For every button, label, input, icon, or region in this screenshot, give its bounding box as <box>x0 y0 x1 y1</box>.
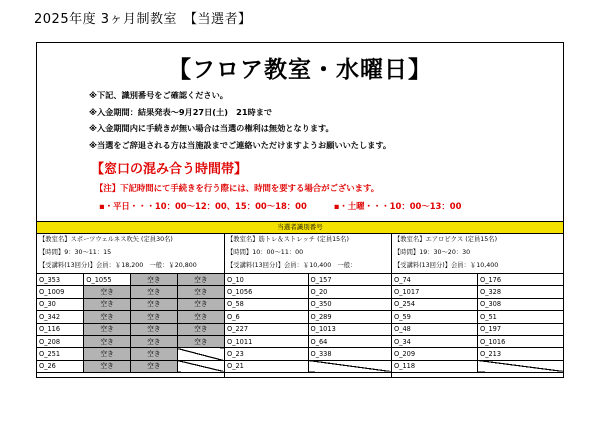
winner-id-cell: O_1016 <box>478 335 564 347</box>
winner-id-cell: O_30 <box>37 298 84 310</box>
table-row <box>37 286 224 298</box>
table-row <box>225 348 391 360</box>
vacant-cell: 空き <box>131 360 178 372</box>
table-row <box>225 286 391 298</box>
winner-id-cell: O_208 <box>37 335 84 347</box>
winner-id-cell: O_209 <box>392 348 478 360</box>
class-time: 【時間】10：00～11：00 <box>227 249 304 256</box>
winner-id-cell: O_254 <box>392 298 478 310</box>
empty-slashed-cell <box>478 360 564 372</box>
note-item: ※入金期間：結果発表～9月27日(土) 21時まで <box>89 106 273 117</box>
vacant-cell: 空き <box>131 298 178 310</box>
winner-id-cell: O_59 <box>392 311 478 323</box>
class-fee: 【受講料(13回分)】会員：￥10,400 <box>394 262 499 269</box>
winner-id-cell: O_116 <box>37 323 84 335</box>
winner-id-cell: O_23 <box>225 348 308 360</box>
vacant-cell: 空き <box>84 323 131 335</box>
winner-id-cell: O_118 <box>392 360 478 372</box>
winner-id-cell: O_20 <box>308 286 391 298</box>
note-item: ※入金期間内に手続きが無い場合は当選の権利は無効となります。 <box>89 123 334 133</box>
winner-id-cell: O_51 <box>478 311 564 323</box>
table-row <box>392 311 563 323</box>
vacant-cell: 空き <box>84 348 131 360</box>
class-name: 【教室名】筋トレ＆ストレッチ (定員15名) <box>227 236 349 243</box>
class-fee: 【受講料(13回分)】会員：￥18,200 一般：￥20,800 <box>39 262 197 269</box>
crowd-times <box>99 200 461 212</box>
table-row <box>225 335 391 347</box>
note-item: ※下記、識別番号をご確認ください。 <box>89 90 228 100</box>
winner-id-cell: O_1013 <box>308 323 391 335</box>
banner-title: 【フロア教室・水曜日】 <box>168 57 432 83</box>
winner-id-table <box>225 274 391 373</box>
vacant-cell: 空き <box>84 335 131 347</box>
empty-slashed-cell <box>177 348 224 360</box>
table-row <box>37 360 224 372</box>
class-name: 【教室名】エアロビクス (定員15名) <box>394 236 498 243</box>
vacant-cell: 空き <box>84 286 131 298</box>
winner-id-cell: O_1056 <box>225 286 308 298</box>
vacant-cell: 空き <box>177 335 224 347</box>
table-row <box>37 298 224 310</box>
winner-id-cell: O_353 <box>37 274 84 286</box>
winner-id-cell: O_1055 <box>84 274 131 286</box>
winner-id-cell: O_74 <box>392 274 478 286</box>
table-row <box>225 311 391 323</box>
vacant-cell: 空き <box>177 298 224 310</box>
empty-slashed-cell <box>177 360 224 372</box>
table-row <box>392 298 563 310</box>
winner-id-table <box>392 274 563 373</box>
winner-id-cell: O_157 <box>308 274 391 286</box>
table-row <box>37 311 224 323</box>
table-row <box>37 323 224 335</box>
winner-id-cell: O_58 <box>225 298 308 310</box>
winner-id-cell: O_6 <box>225 311 308 323</box>
class-time: 【時間】19：30～20：30 <box>394 249 471 256</box>
class-info <box>225 233 391 274</box>
vacant-cell: 空き <box>131 323 178 335</box>
saturday-times: ・土曜・・・10：00～13：00 <box>339 201 462 211</box>
winner-id-cell: O_1011 <box>225 335 308 347</box>
weekday-times: ・平日・・・10：00～12：00、15：00～18：00 <box>104 201 307 211</box>
notice-frame <box>36 42 564 378</box>
winner-id-cell: O_251 <box>37 348 84 360</box>
vacant-cell: 空き <box>84 298 131 310</box>
class-time: 【時間】9：30～11：15 <box>39 249 112 256</box>
vacant-cell: 空き <box>131 274 178 286</box>
class-column <box>37 233 225 377</box>
note-item: ※当選をご辞退される方は当施設までご連絡いただけますようお願いいたします。 <box>89 139 392 150</box>
winner-id-cell: O_338 <box>308 348 391 360</box>
class-column <box>392 233 563 377</box>
winner-id-cell: O_1017 <box>392 286 478 298</box>
class-column <box>225 233 392 377</box>
table-row <box>392 348 563 360</box>
table-row <box>37 335 224 347</box>
class-info <box>392 233 563 274</box>
table-row <box>392 274 563 286</box>
class-columns <box>37 233 563 377</box>
table-row <box>37 274 224 286</box>
bullet-icon: ▪ <box>333 201 340 211</box>
winner-id-cell: O_197 <box>478 323 564 335</box>
winner-id-cell: O_21 <box>225 360 308 372</box>
vacant-cell: 空き <box>131 335 178 347</box>
winner-id-cell: O_328 <box>478 286 564 298</box>
winner-id-cell: O_1009 <box>37 286 84 298</box>
winner-id-cell: O_34 <box>392 335 478 347</box>
notes-list <box>89 87 391 153</box>
table-row <box>225 274 391 286</box>
vacant-cell: 空き <box>177 311 224 323</box>
vacant-cell: 空き <box>84 360 131 372</box>
document-title: 2025年度 3ヶ月制教室 【当選者】 <box>34 12 252 27</box>
crowd-note: 【注】下記時間にて手続きを行う際には、時間を要する場合がございます。 <box>95 183 380 193</box>
winner-id-cell: O_48 <box>392 323 478 335</box>
table-row <box>392 335 563 347</box>
vacant-cell: 空き <box>177 274 224 286</box>
vacant-cell: 空き <box>177 323 224 335</box>
winner-id-cell: O_342 <box>37 311 84 323</box>
id-header-bar: 当選者識別番号 <box>37 221 563 234</box>
winner-id-cell: O_64 <box>308 335 391 347</box>
winner-id-cell: O_176 <box>478 274 564 286</box>
winner-id-cell: O_26 <box>37 360 84 372</box>
winner-id-cell: O_227 <box>225 323 308 335</box>
bullet-icon: ▪ <box>99 201 105 211</box>
winner-id-cell: O_10 <box>225 274 308 286</box>
crowd-heading: 【窓口の混み合う時間帯】 <box>91 162 248 177</box>
table-row <box>225 323 391 335</box>
vacant-cell: 空き <box>131 311 178 323</box>
table-row <box>37 348 224 360</box>
table-row <box>225 298 391 310</box>
vacant-cell: 空き <box>84 311 131 323</box>
winner-id-cell: O_308 <box>478 298 564 310</box>
winner-id-cell: O_350 <box>308 298 391 310</box>
winner-id-cell: O_213 <box>478 348 564 360</box>
table-row <box>392 286 563 298</box>
table-row <box>392 360 563 372</box>
class-fee: 【受講料(13回分)】会員：￥10,400 一般： <box>227 262 357 269</box>
class-info <box>37 233 224 274</box>
vacant-cell: 空き <box>131 286 178 298</box>
vacant-cell: 空き <box>177 286 224 298</box>
table-row <box>392 323 563 335</box>
winner-id-cell: O_289 <box>308 311 391 323</box>
empty-slashed-cell <box>308 360 391 372</box>
table-row <box>225 360 391 372</box>
winner-id-table <box>37 274 224 373</box>
vacant-cell: 空き <box>131 348 178 360</box>
class-name: 【教室名】スポーツウェルネス吹矢 (定員30名) <box>39 236 173 243</box>
